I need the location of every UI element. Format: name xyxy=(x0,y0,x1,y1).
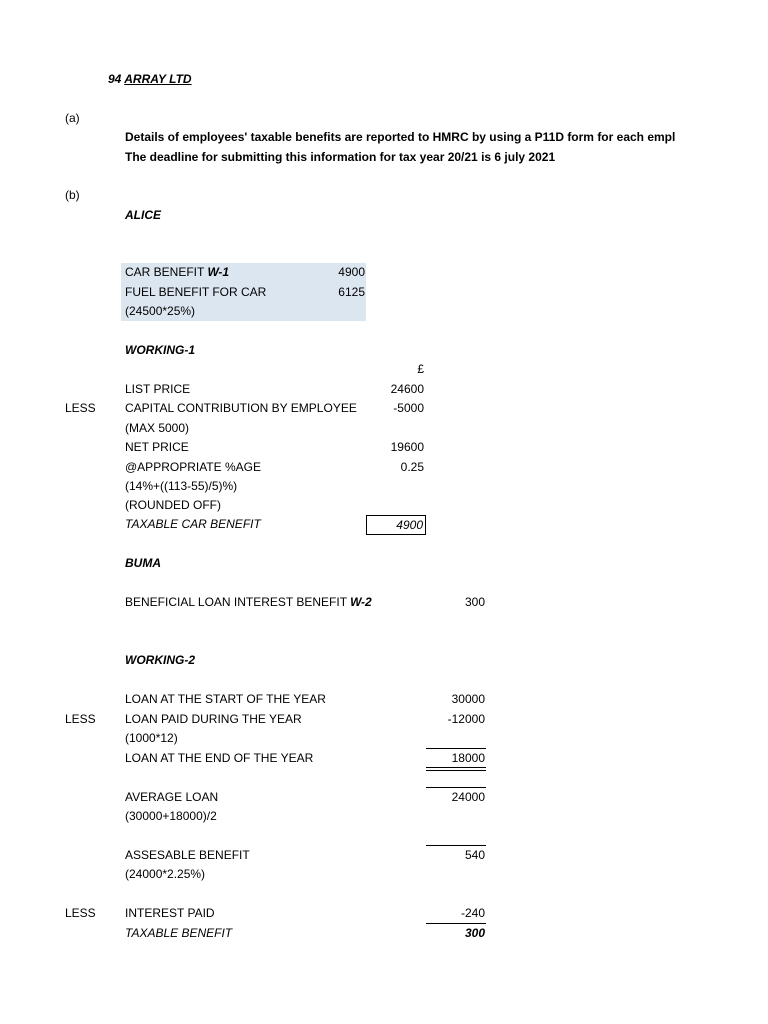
w1-row-value: -5000 xyxy=(393,401,424,415)
rule-above-assessable xyxy=(426,845,486,846)
taxable-car-benefit-value: 4900 xyxy=(396,518,423,532)
working-1-title: WORKING-1 xyxy=(125,343,195,357)
beneficial-loan-value: 300 xyxy=(464,595,485,609)
beneficial-loan-label: BENEFICIAL LOAN INTEREST BENEFIT W-2 xyxy=(125,595,372,609)
working-2-title: WORKING-2 xyxy=(125,653,195,667)
fuel-benefit-calc: (24500*25%) xyxy=(125,304,196,318)
w1-row-label: LIST PRICE xyxy=(125,382,191,396)
loan-paid-calc: (1000*12) xyxy=(125,731,178,745)
rule-above-end-loan xyxy=(426,748,486,749)
fuel-benefit-label: FUEL BENEFIT FOR CAR xyxy=(125,285,267,299)
part-b-label: (b) xyxy=(65,188,80,202)
loan-start-value: 30000 xyxy=(451,692,485,706)
rule-below-end-loan-1 xyxy=(426,767,486,768)
w1-row-value: 19600 xyxy=(390,440,424,454)
company-name: ARRAY LTD xyxy=(124,72,192,86)
alice-heading: ALICE xyxy=(125,208,161,222)
w1-row-value: 0.25 xyxy=(400,460,424,474)
part-a-line-1: Details of employees' taxable benefits are reported to HMRC by using a P11D form for each empl xyxy=(125,130,676,144)
w1-row-prefix: LESS xyxy=(65,401,96,415)
loan-start-label: LOAN AT THE START OF THE YEAR xyxy=(125,692,326,706)
car-benefit-value: 4900 xyxy=(338,265,365,279)
fuel-benefit-value: 6125 xyxy=(338,285,365,299)
currency-symbol: £ xyxy=(417,362,424,376)
assessable-benefit-calc: (24000*2.25%) xyxy=(125,867,206,881)
w1-row-label: (MAX 5000) xyxy=(125,421,190,435)
loan-paid-label: LOAN PAID DURING THE YEAR xyxy=(125,712,302,726)
taxable-benefit-value: 300 xyxy=(464,926,485,940)
average-loan-value: 24000 xyxy=(451,790,485,804)
loan-paid-value: -12000 xyxy=(447,712,485,726)
average-loan-calc: (30000+18000)/2 xyxy=(125,809,217,823)
less-label-2: LESS xyxy=(65,906,96,920)
interest-paid-value: -240 xyxy=(460,906,485,920)
rule-above-average xyxy=(426,787,486,788)
w1-row-label: @APPROPRIATE %AGE xyxy=(125,460,261,474)
loan-end-label: LOAN AT THE END OF THE YEAR xyxy=(125,751,314,765)
beneficial-loan-ref: W-2 xyxy=(350,595,372,609)
interest-paid-label: INTEREST PAID xyxy=(125,906,215,920)
less-label-1: LESS xyxy=(65,712,96,726)
taxable-benefit-label: TAXABLE BENEFIT xyxy=(125,926,233,940)
buma-heading: BUMA xyxy=(125,556,161,570)
loan-end-value: 18000 xyxy=(451,751,485,765)
rule-below-end-loan-2 xyxy=(426,770,486,771)
company-number: 94 xyxy=(108,72,122,86)
w1-row-label: CAPITAL CONTRIBUTION BY EMPLOYEE xyxy=(125,401,357,415)
part-a-line-2: The deadline for submitting this information for tax year 20/21 is 6 july 2021 xyxy=(125,150,556,164)
assessable-benefit-label: ASSESABLE BENEFIT xyxy=(125,848,250,862)
company-heading xyxy=(108,71,192,87)
taxable-car-benefit-label: TAXABLE CAR BENEFIT xyxy=(125,517,261,531)
w1-row-label: (ROUNDED OFF) xyxy=(125,498,221,512)
assessable-benefit-value: 540 xyxy=(464,848,485,862)
rule-above-taxable xyxy=(426,923,486,924)
average-loan-label: AVERAGE LOAN xyxy=(125,790,219,804)
w1-row-value: 24600 xyxy=(390,382,424,396)
w1-row-label: NET PRICE xyxy=(125,440,189,454)
w1-row-label: (14%+((113-55)/5)%) xyxy=(125,479,238,493)
part-a-label: (a) xyxy=(65,111,80,125)
car-benefit-label: CAR BENEFIT W-1 xyxy=(125,265,230,279)
car-benefit-ref: W-1 xyxy=(207,265,230,279)
